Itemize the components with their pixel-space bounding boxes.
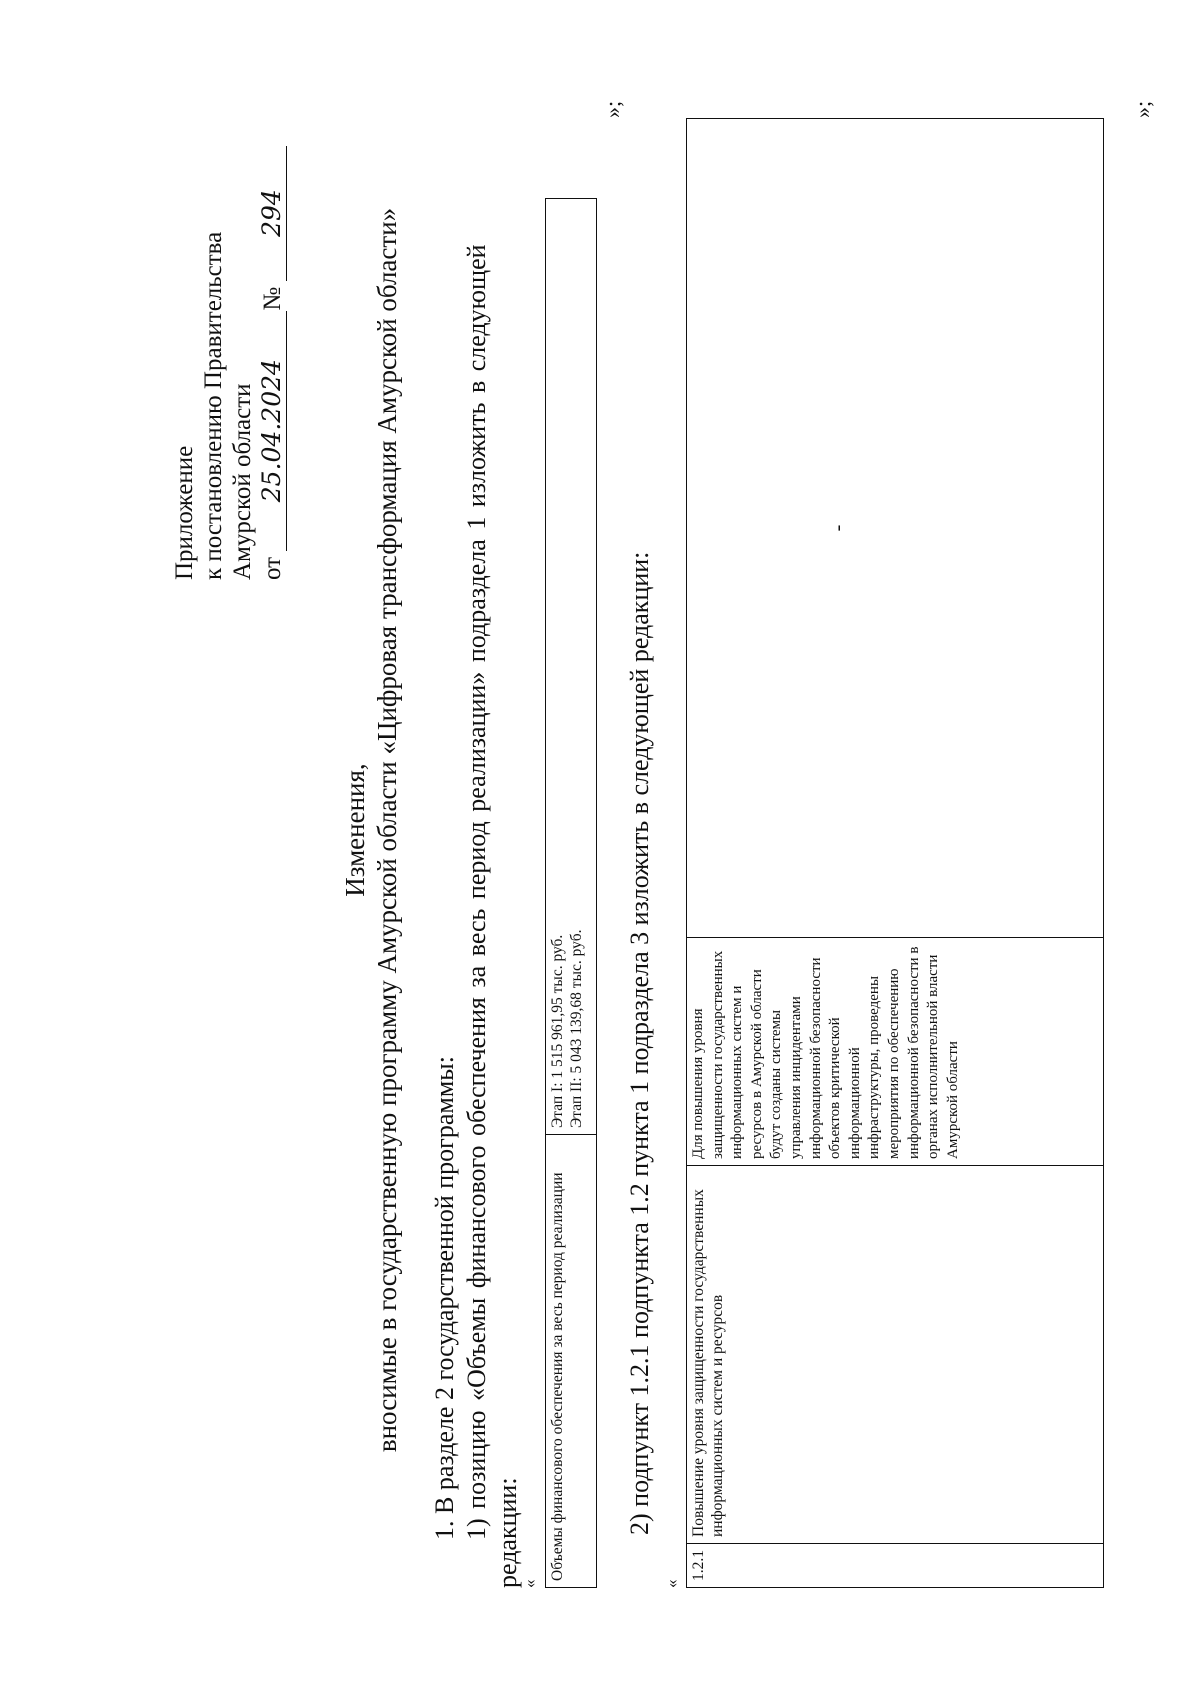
section1-item1: 1) позицию «Объемы финансового обеспечения за весь период реализации» подраздела 1 изложить в следующей <box>462 244 491 1540</box>
open-quote: « <box>662 1579 681 1588</box>
stage2-value: Этап II: 5 043 139,68 тыс. руб. <box>568 929 585 1128</box>
subitem-value-cell <box>687 119 1104 938</box>
open-quote: « <box>520 1579 539 1588</box>
approval-region-line: Амурской области <box>229 383 256 580</box>
approval-decree-line: к постановлению Правительства <box>200 231 227 580</box>
document-title: Изменения, <box>340 763 370 897</box>
date-prefix: от <box>259 556 286 580</box>
number-prefix: № <box>259 286 286 311</box>
empty-value-dash: - <box>827 524 849 532</box>
subitem-number-cell: 1.2.1 <box>687 1544 1104 1588</box>
document-subtitle: вносимые в государственную программу Амурской области «Цифровая трансформация Амурской области» <box>372 207 402 1453</box>
financing-stages-cell <box>546 199 597 1135</box>
section1-paragraph: 1. В разделе 2 государственной программы: <box>430 1056 459 1540</box>
close-quote: »; <box>600 100 625 118</box>
approval-block <box>170 146 287 580</box>
handwritten-number: 294 <box>257 146 287 281</box>
table-row <box>546 199 597 1588</box>
section2-paragraph: 2) подпункт 1.2.1 подпункта 1.2 пункта 1 подраздела 3 изложить в следующей редакции: <box>625 551 654 1535</box>
table-row <box>687 119 1104 1588</box>
stage1-value: Этап I: 1 515 961,95 тыс. руб. <box>549 934 566 1128</box>
subitem-description-cell: Для повышения уровня защищенности государственных информационных систем и ресурсов в Амурской области будут созданы системы управления инцидентами информационной безопасности объектов критической информационной инфраструктуры, проведены мероприятия по обеспечению информационной безопасности в органах исполнительной власти Амурской области <box>687 938 1104 1166</box>
subitem-table <box>686 118 1104 1588</box>
financing-table <box>545 198 597 1588</box>
close-quote: »; <box>1130 100 1155 118</box>
approval-date-number-line <box>257 146 287 580</box>
handwritten-date: 25.04.2024 <box>257 311 287 551</box>
financing-label-cell: Объемы финансового обеспечения за весь период реализации <box>546 1135 597 1588</box>
section1-item1-continued: редакции: <box>493 1477 522 1588</box>
subitem-name-cell: Повышение уровня защищенности государственных информационных систем и ресурсов <box>687 1166 1104 1544</box>
approval-title: Приложение <box>171 445 198 580</box>
